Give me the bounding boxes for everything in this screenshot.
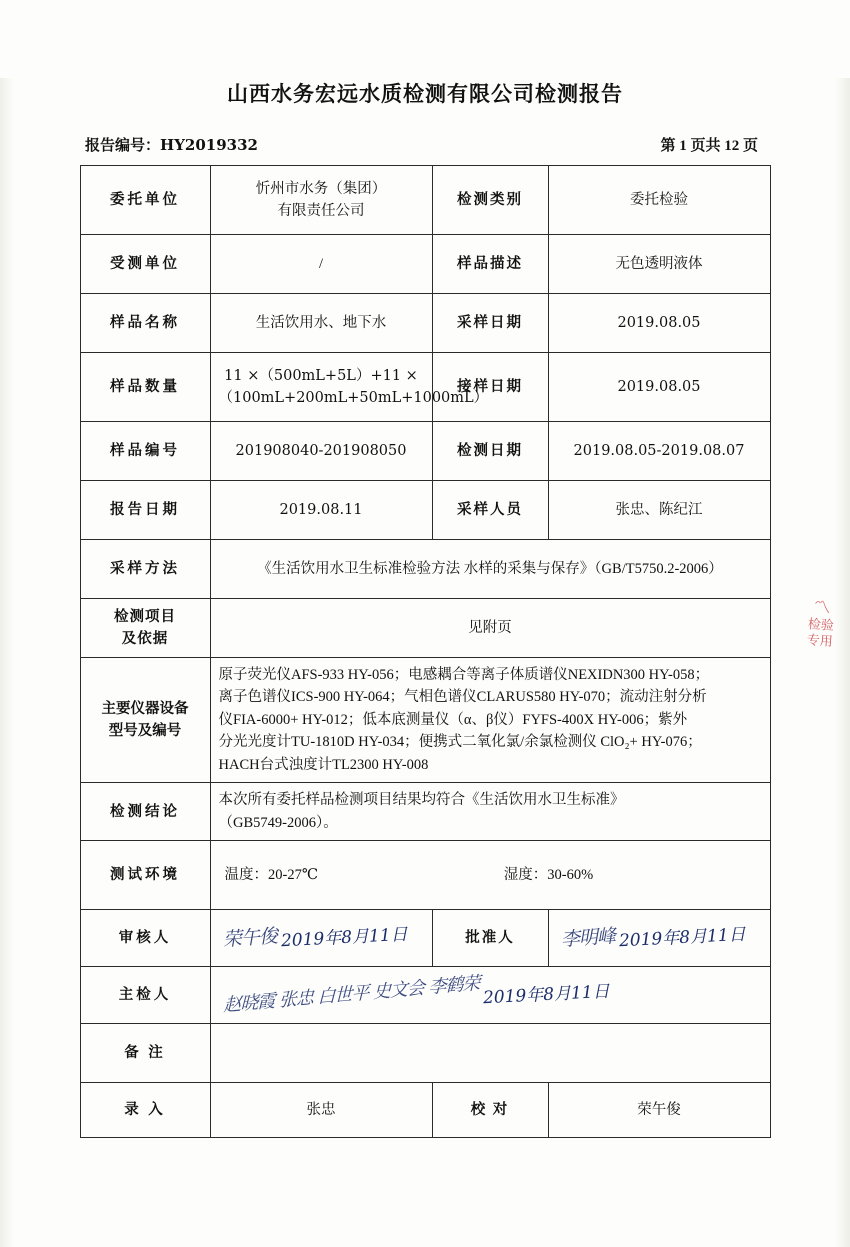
sample-description-value: 无色透明液体 bbox=[548, 235, 770, 294]
chief-inspector-signature-cell bbox=[210, 967, 770, 1024]
chief-inspector-label: 主检人 bbox=[80, 967, 210, 1024]
sample-quantity-line1: 11 ×（500mL+5L）+11 × bbox=[224, 367, 418, 384]
table-row-auditor bbox=[80, 910, 770, 967]
client-value-line1: 忻州市水务（集团） bbox=[255, 180, 387, 197]
table-row-sample-quantity bbox=[80, 353, 770, 422]
report-page bbox=[0, 78, 850, 1247]
tested-unit-value: / bbox=[210, 235, 432, 294]
approver-signature: 李明峰 bbox=[559, 924, 616, 951]
sample-description-label: 样品描述 bbox=[432, 235, 548, 294]
report-meta bbox=[85, 134, 758, 155]
items-basis-value: 见附页 bbox=[210, 599, 770, 658]
environment-temperature: 温度：20-27℃ bbox=[224, 867, 319, 884]
instrument-label-line2: 型号及编号 bbox=[108, 723, 182, 740]
report-number-label: 报告编号： bbox=[85, 138, 161, 154]
proofread-label: 校 对 bbox=[432, 1083, 548, 1138]
receive-date-value: 2019.08.05 bbox=[548, 353, 770, 422]
instrument-label-line1: 主要仪器设备 bbox=[101, 700, 189, 717]
sample-number-label: 样品编号 bbox=[80, 422, 210, 481]
sample-name-label: 样品名称 bbox=[80, 294, 210, 353]
test-date-label: 检测日期 bbox=[432, 422, 548, 481]
table-row-sample-number bbox=[80, 422, 770, 481]
sampling-date-value: 2019.08.05 bbox=[548, 294, 770, 353]
table-row-report-date bbox=[80, 481, 770, 540]
table-row-sampling-method bbox=[80, 540, 770, 599]
instrument-line-2: 离子色谱仪ICS-900 HY-064；气相色谱仪CLARUS580 HY-070；流动注射分析 bbox=[218, 689, 707, 706]
report-table bbox=[80, 165, 771, 1138]
auditor-label: 审核人 bbox=[80, 910, 210, 967]
instrument-line-5: HACH台式浊度计TL2300 HY-008 bbox=[218, 756, 429, 773]
report-date-label: 报告日期 bbox=[80, 481, 210, 540]
environment-humidity: 湿度：30-60% bbox=[503, 867, 594, 884]
sample-name-value: 生活饮用水、地下水 bbox=[210, 294, 432, 353]
items-basis-label bbox=[80, 599, 210, 658]
sampler-value: 张忠、陈纪江 bbox=[548, 481, 770, 540]
tested-unit-label: 受测单位 bbox=[80, 235, 210, 294]
client-value-line2: 有限责任公司 bbox=[277, 203, 365, 219]
stamp-text: 检验专用 bbox=[806, 617, 835, 650]
approver-signature-date: 2019年8月11日 bbox=[618, 924, 746, 952]
environment-label: 测试环境 bbox=[80, 841, 210, 910]
sampling-date-label: 采样日期 bbox=[432, 294, 548, 353]
client-value bbox=[210, 166, 432, 235]
sample-quantity-line2: （100mL+200mL+50mL+1000mL） bbox=[218, 390, 489, 406]
remark-label: 备 注 bbox=[80, 1024, 210, 1083]
test-type-label: 检测类别 bbox=[432, 166, 548, 235]
auditor-signature-cell bbox=[210, 910, 432, 967]
instrument-label bbox=[80, 658, 210, 783]
items-basis-label-line1: 检测项目 bbox=[114, 608, 176, 625]
auditor-signature: 荣午俊 bbox=[221, 924, 278, 951]
environment-value bbox=[210, 841, 770, 910]
table-row-tested-unit bbox=[80, 235, 770, 294]
table-row-conclusion bbox=[80, 783, 770, 841]
sample-number-value: 201908040-201908050 bbox=[210, 422, 432, 481]
report-number-value: HY2019332 bbox=[160, 136, 258, 154]
approver-label: 批准人 bbox=[432, 910, 548, 967]
items-basis-label-line2: 及依据 bbox=[121, 631, 169, 647]
instrument-line-1: 原子荧光仪AFS-933 HY-056；电感耦合等离子体质谱仪NEXIDN300 HY-058； bbox=[218, 667, 710, 683]
conclusion-label: 检测结论 bbox=[80, 783, 210, 841]
conclusion-value bbox=[210, 783, 770, 841]
sampling-method-label: 采样方法 bbox=[80, 540, 210, 599]
entry-value: 张忠 bbox=[210, 1083, 432, 1138]
report-date-value: 2019.08.11 bbox=[210, 481, 432, 540]
table-row-footer bbox=[80, 1083, 770, 1138]
table-row-client bbox=[80, 166, 770, 235]
sampler-label: 采样人员 bbox=[432, 481, 548, 540]
test-date-value: 2019.08.05-2019.08.07 bbox=[548, 422, 770, 481]
instrument-line-4: 分光光度计TU-1810D HY-034；便携式二氧化氯/余氯检测仪 ClO₂+ HY-076； bbox=[218, 734, 702, 751]
page-indicator: 第 1 页共 12 页 bbox=[660, 138, 758, 154]
report-number bbox=[85, 134, 258, 155]
receive-date-label: 接样日期 bbox=[432, 353, 548, 422]
table-row-sample-name bbox=[80, 294, 770, 353]
remark-value bbox=[210, 1024, 770, 1083]
table-row-instruments bbox=[80, 658, 770, 783]
page-left-edge-shadow bbox=[0, 78, 14, 1247]
conclusion-line-2: （GB5749-2006）。 bbox=[218, 814, 338, 831]
table-row-environment bbox=[80, 841, 770, 910]
instrument-line-3: 仪FIA-6000+ HY-012；低本底测量仪（α、β仪）FYFS-400X HY-006；紫外 bbox=[218, 711, 688, 728]
table-row-items-basis bbox=[80, 599, 770, 658]
client-label: 委托单位 bbox=[80, 166, 210, 235]
test-type-value: 委托检验 bbox=[548, 166, 770, 235]
auditor-signature-date: 2019年8月11日 bbox=[280, 924, 408, 952]
table-row-remark bbox=[80, 1024, 770, 1083]
chief-inspector-signature: 赵晓霞 张忠 白世平 史文会 李鹤荣 bbox=[222, 973, 480, 1017]
conclusion-line-1: 本次所有委托样品检测项目结果均符合《生活饮用水卫生标准》 bbox=[218, 792, 625, 809]
red-stamp-mark bbox=[806, 597, 836, 650]
chief-inspector-signature-date: 2019年8月11日 bbox=[482, 981, 611, 1009]
instrument-value bbox=[210, 658, 770, 783]
page-title: 山西水务宏远水质检测有限公司检测报告 bbox=[227, 81, 623, 106]
sample-quantity-label: 样品数量 bbox=[80, 353, 210, 422]
sample-quantity-value bbox=[210, 353, 489, 422]
approver-signature-cell bbox=[548, 910, 770, 967]
page-right-edge-shadow bbox=[834, 78, 850, 1247]
entry-label: 录 入 bbox=[80, 1083, 210, 1138]
table-row-chief-inspector bbox=[80, 967, 770, 1024]
stamp-check-icon: 〽 bbox=[812, 597, 832, 619]
proofread-value: 荣午俊 bbox=[548, 1083, 770, 1138]
sampling-method-value: 《生活饮用水卫生标准检验方法 水样的采集与保存》（GB/T5750.2-2006） bbox=[210, 540, 770, 599]
